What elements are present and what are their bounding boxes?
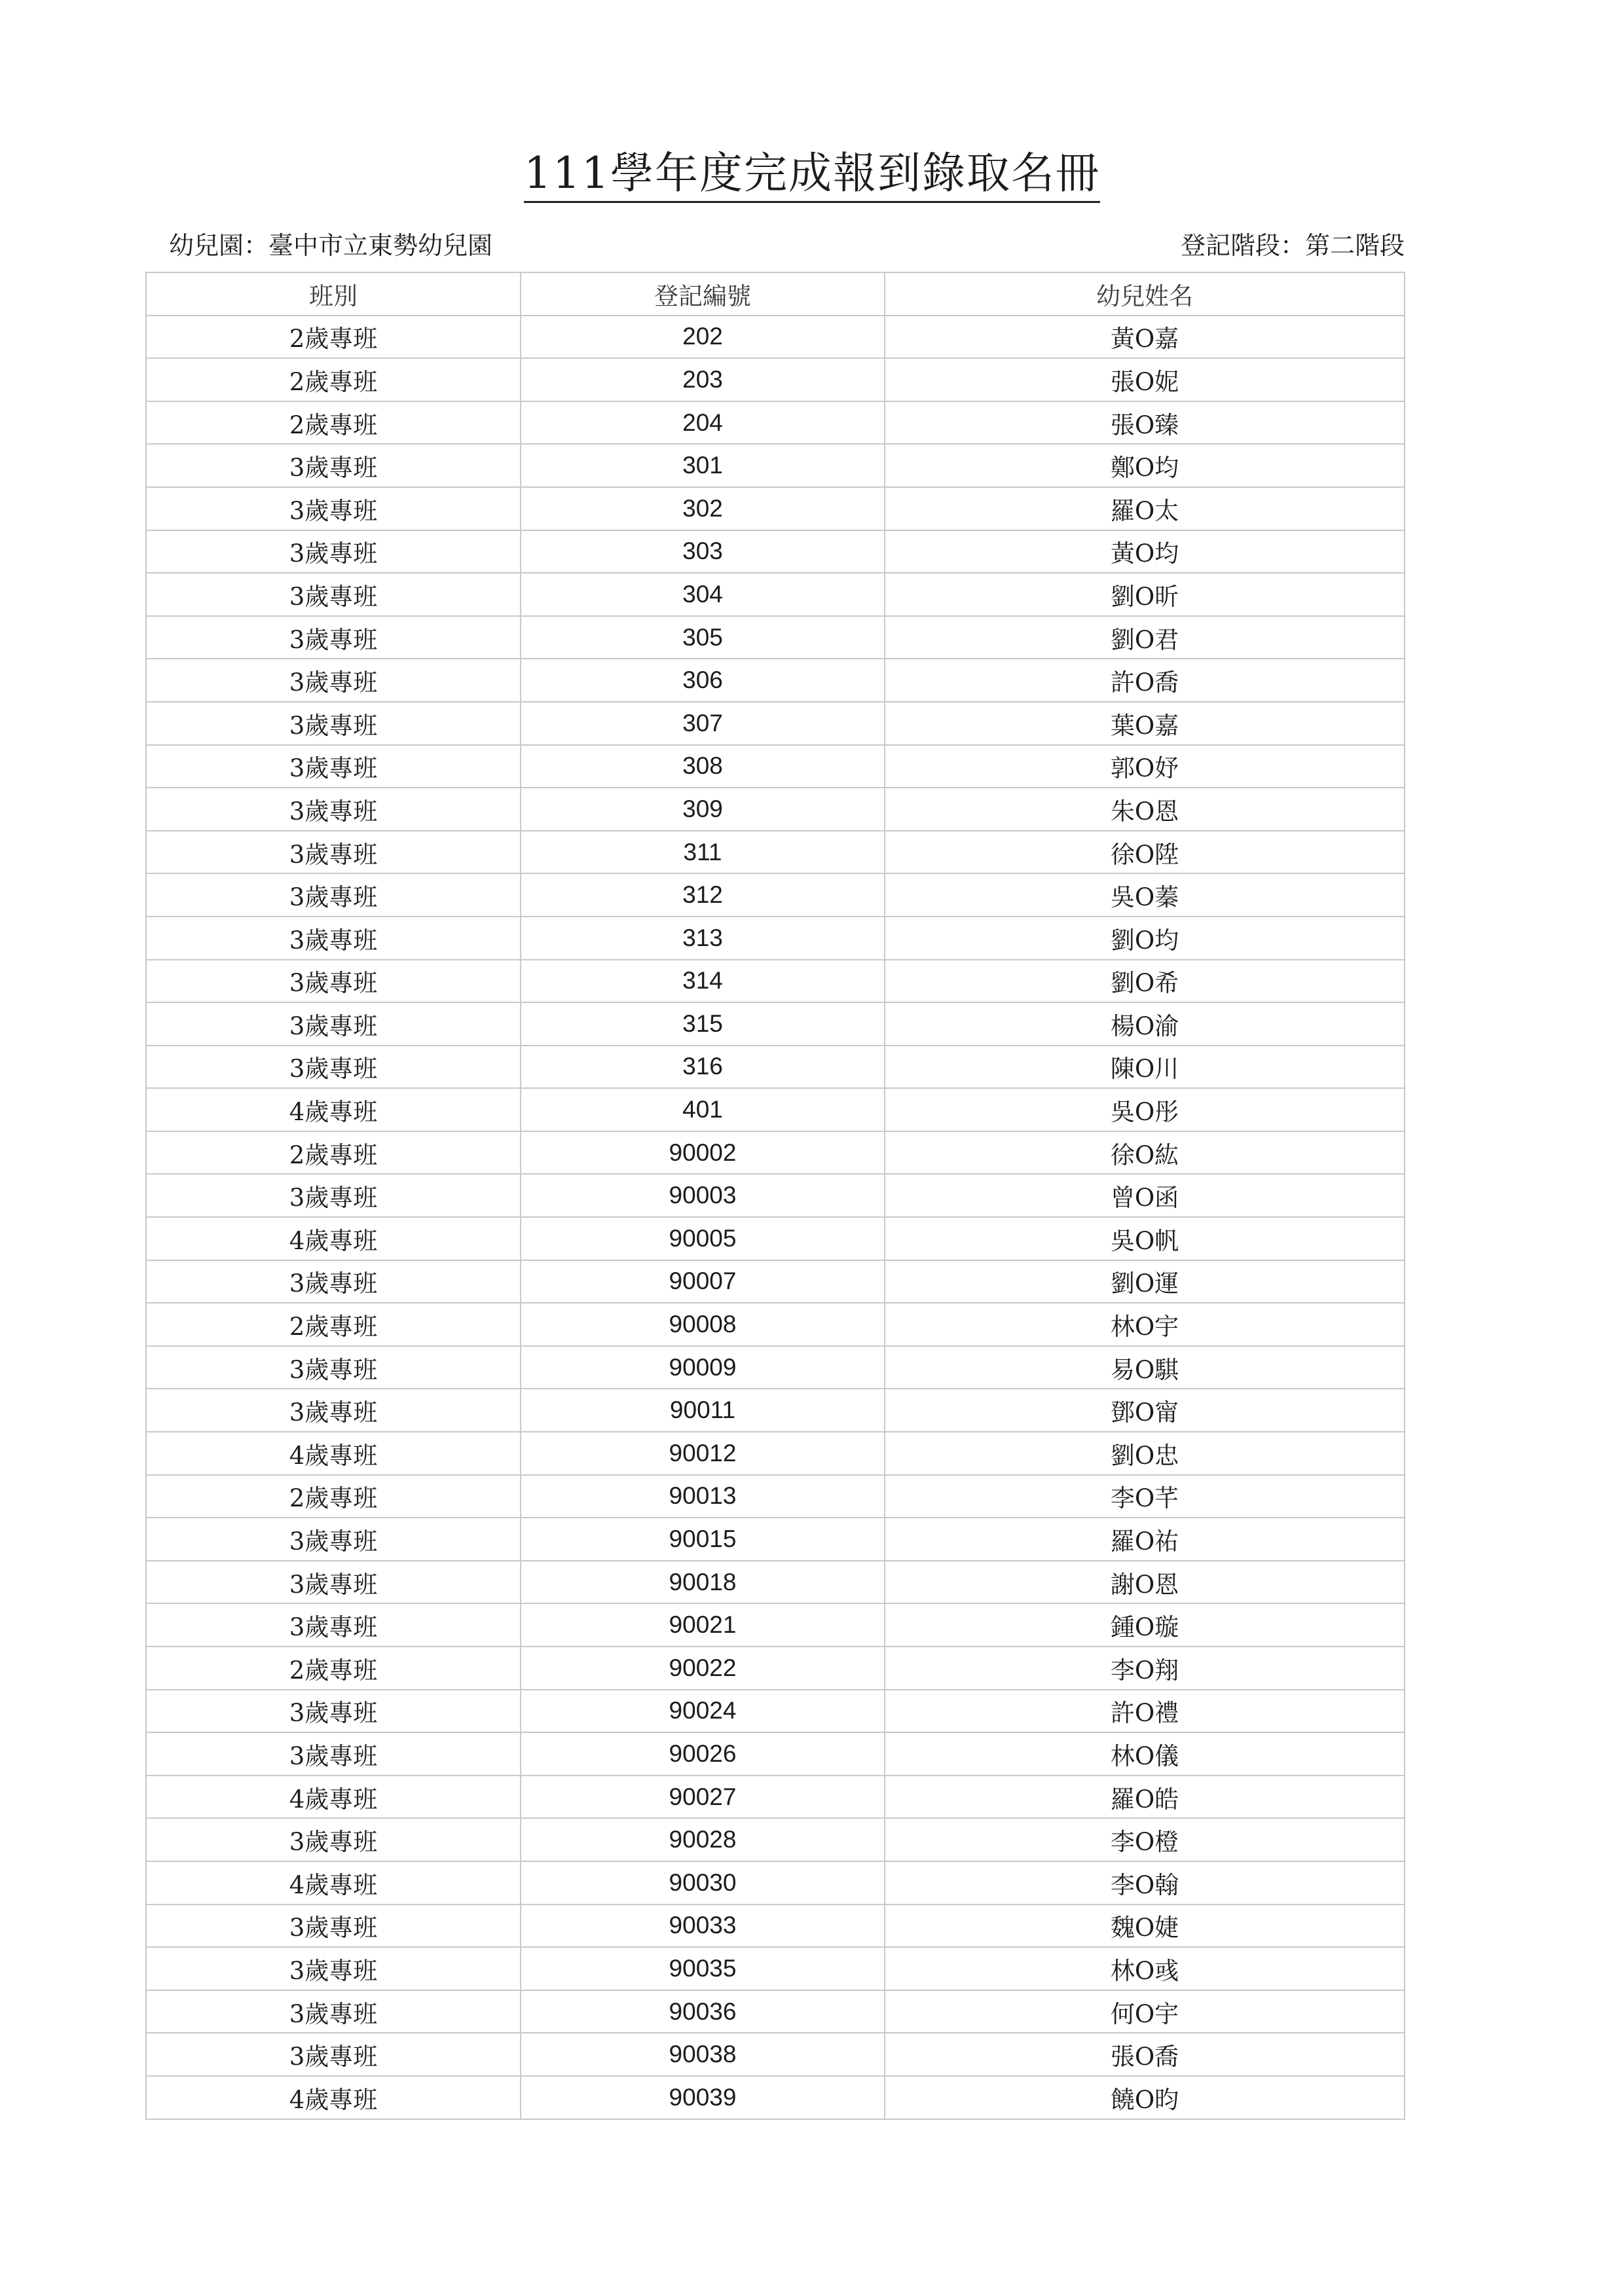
table-row — [146, 530, 1405, 574]
cell-child-name: 劉O運 — [885, 1260, 1405, 1303]
cell-child-name: 林O宇 — [885, 1303, 1405, 1346]
cell-registration-number: 90009 — [521, 1346, 885, 1389]
cell-registration-number: 302 — [521, 487, 885, 530]
cell-class: 3歲專班 — [146, 1260, 521, 1303]
cell-registration-number: 316 — [521, 1046, 885, 1089]
cell-class: 3歲專班 — [146, 1990, 521, 2033]
cell-class: 3歲專班 — [146, 1046, 521, 1089]
table-row — [146, 788, 1405, 831]
table-row — [146, 1990, 1405, 2033]
table-row — [146, 444, 1405, 487]
cell-class: 3歲專班 — [146, 788, 521, 831]
cell-child-name: 鍾O璇 — [885, 1603, 1405, 1647]
table-header — [146, 272, 1405, 316]
cell-child-name: 朱O恩 — [885, 788, 1405, 831]
cell-registration-number: 90002 — [521, 1131, 885, 1175]
table-row — [146, 1904, 1405, 1948]
cell-child-name: 劉O君 — [885, 616, 1405, 659]
cell-child-name: 羅O皓 — [885, 1776, 1405, 1819]
cell-child-name: 許O喬 — [885, 659, 1405, 702]
cell-child-name: 劉O忠 — [885, 1432, 1405, 1475]
cell-class: 3歲專班 — [146, 1732, 521, 1776]
table-row — [146, 659, 1405, 702]
cell-child-name: 林O彧 — [885, 1947, 1405, 1990]
table-row — [146, 960, 1405, 1003]
cell-child-name: 吳O蓁 — [885, 873, 1405, 917]
cell-registration-number: 90012 — [521, 1432, 885, 1475]
cell-child-name: 羅O太 — [885, 487, 1405, 530]
document-title-text: 111學年度完成報到錄取名冊 — [524, 148, 1100, 203]
table-row — [146, 745, 1405, 788]
cell-registration-number: 90028 — [521, 1818, 885, 1861]
table-row — [146, 1947, 1405, 1990]
cell-registration-number: 303 — [521, 530, 885, 574]
kindergarten-label: 幼兒園：臺中市立東勢幼兒園 — [169, 231, 493, 260]
cell-class: 2歲專班 — [146, 316, 521, 359]
table-row — [146, 1002, 1405, 1046]
cell-child-name: 黃O嘉 — [885, 316, 1405, 359]
cell-registration-number: 90039 — [521, 2076, 885, 2119]
cell-class: 3歲專班 — [146, 960, 521, 1003]
cell-child-name: 徐O紘 — [885, 1131, 1405, 1175]
table-row — [146, 1303, 1405, 1346]
table-row — [146, 1088, 1405, 1131]
table-row — [146, 1475, 1405, 1518]
cell-class: 3歲專班 — [146, 659, 521, 702]
cell-class: 3歲專班 — [146, 745, 521, 788]
table-row — [146, 2076, 1405, 2119]
header-child-name: 幼兒姓名 — [885, 272, 1405, 316]
cell-registration-number: 90003 — [521, 1174, 885, 1217]
cell-class: 3歲專班 — [146, 1002, 521, 1046]
cell-registration-number: 90015 — [521, 1518, 885, 1561]
cell-registration-number: 314 — [521, 960, 885, 1003]
cell-class: 3歲專班 — [146, 1603, 521, 1647]
cell-class: 2歲專班 — [146, 358, 521, 401]
cell-registration-number: 204 — [521, 401, 885, 445]
cell-registration-number: 90011 — [521, 1389, 885, 1432]
cell-registration-number: 307 — [521, 702, 885, 745]
cell-child-name: 饒O昀 — [885, 2076, 1405, 2119]
table-row — [146, 1046, 1405, 1089]
header-class: 班別 — [146, 272, 521, 316]
table-row — [146, 1389, 1405, 1432]
cell-child-name: 劉O均 — [885, 917, 1405, 960]
cell-child-name: 楊O渝 — [885, 1002, 1405, 1046]
cell-child-name: 羅O祐 — [885, 1518, 1405, 1561]
table-row — [146, 1217, 1405, 1260]
cell-class: 3歲專班 — [146, 1904, 521, 1948]
cell-child-name: 魏O婕 — [885, 1904, 1405, 1948]
cell-child-name: 張O喬 — [885, 2033, 1405, 2076]
table-row — [146, 702, 1405, 745]
cell-class: 3歲專班 — [146, 444, 521, 487]
table-row — [146, 616, 1405, 659]
cell-child-name: 陳O川 — [885, 1046, 1405, 1089]
table-row — [146, 831, 1405, 874]
table-row — [146, 917, 1405, 960]
table-row — [146, 1603, 1405, 1647]
cell-class: 3歲專班 — [146, 1561, 521, 1604]
cell-registration-number: 306 — [521, 659, 885, 702]
cell-class: 3歲專班 — [146, 1690, 521, 1733]
cell-registration-number: 309 — [521, 788, 885, 831]
cell-registration-number: 315 — [521, 1002, 885, 1046]
cell-child-name: 黃O均 — [885, 530, 1405, 574]
cell-class: 3歲專班 — [146, 2033, 521, 2076]
table-row — [146, 1818, 1405, 1861]
cell-class: 3歲專班 — [146, 1518, 521, 1561]
table-row — [146, 1346, 1405, 1389]
document-title — [0, 144, 1624, 203]
registration-stage-label: 登記階段：第二階段 — [1180, 231, 1405, 260]
cell-registration-number: 90007 — [521, 1260, 885, 1303]
cell-class: 3歲專班 — [146, 616, 521, 659]
table-header-row — [146, 272, 1405, 316]
table-row — [146, 1260, 1405, 1303]
cell-child-name: 郭O妤 — [885, 745, 1405, 788]
cell-class: 4歲專班 — [146, 1861, 521, 1904]
cell-class: 2歲專班 — [146, 1647, 521, 1690]
cell-class: 3歲專班 — [146, 831, 521, 874]
cell-class: 3歲專班 — [146, 1389, 521, 1432]
cell-class: 3歲專班 — [146, 917, 521, 960]
cell-class: 4歲專班 — [146, 1088, 521, 1131]
cell-registration-number: 90033 — [521, 1904, 885, 1948]
cell-child-name: 吳O彤 — [885, 1088, 1405, 1131]
cell-child-name: 李O橙 — [885, 1818, 1405, 1861]
cell-child-name: 李O芊 — [885, 1475, 1405, 1518]
cell-class: 4歲專班 — [146, 2076, 521, 2119]
cell-registration-number: 90027 — [521, 1776, 885, 1819]
cell-registration-number: 90005 — [521, 1217, 885, 1260]
table-row — [146, 487, 1405, 530]
cell-registration-number: 90013 — [521, 1475, 885, 1518]
cell-child-name: 曾O函 — [885, 1174, 1405, 1217]
cell-child-name: 何O宇 — [885, 1990, 1405, 2033]
cell-child-name: 李O翔 — [885, 1647, 1405, 1690]
cell-child-name: 劉O昕 — [885, 573, 1405, 616]
table-row — [146, 1776, 1405, 1819]
cell-registration-number: 308 — [521, 745, 885, 788]
cell-registration-number: 312 — [521, 873, 885, 917]
cell-registration-number: 90024 — [521, 1690, 885, 1733]
cell-class: 3歲專班 — [146, 573, 521, 616]
cell-registration-number: 90036 — [521, 1990, 885, 2033]
cell-registration-number: 202 — [521, 316, 885, 359]
cell-registration-number: 90038 — [521, 2033, 885, 2076]
cell-child-name: 吳O帆 — [885, 1217, 1405, 1260]
cell-child-name: 林O儀 — [885, 1732, 1405, 1776]
cell-child-name: 許O禮 — [885, 1690, 1405, 1733]
cell-registration-number: 90022 — [521, 1647, 885, 1690]
table-row — [146, 358, 1405, 401]
cell-class: 4歲專班 — [146, 1776, 521, 1819]
cell-registration-number: 90008 — [521, 1303, 885, 1346]
header-registration-number: 登記編號 — [521, 272, 885, 316]
cell-registration-number: 311 — [521, 831, 885, 874]
table-row — [146, 1647, 1405, 1690]
table-row — [146, 1432, 1405, 1475]
enrollment-table — [145, 272, 1405, 2120]
cell-registration-number: 90035 — [521, 1947, 885, 1990]
cell-child-name: 鄭O均 — [885, 444, 1405, 487]
table-row — [146, 1732, 1405, 1776]
table-row — [146, 2033, 1405, 2076]
table-row — [146, 316, 1405, 359]
cell-class: 3歲專班 — [146, 1174, 521, 1217]
cell-child-name: 徐O陞 — [885, 831, 1405, 874]
cell-class: 3歲專班 — [146, 1818, 521, 1861]
cell-child-name: 李O翰 — [885, 1861, 1405, 1904]
cell-registration-number: 90021 — [521, 1603, 885, 1647]
cell-class: 2歲專班 — [146, 401, 521, 445]
table-row — [146, 401, 1405, 445]
table-row — [146, 1861, 1405, 1904]
table-row — [146, 873, 1405, 917]
cell-registration-number: 313 — [521, 917, 885, 960]
cell-registration-number: 301 — [521, 444, 885, 487]
cell-class: 2歲專班 — [146, 1131, 521, 1175]
cell-class: 3歲專班 — [146, 487, 521, 530]
cell-class: 2歲專班 — [146, 1475, 521, 1518]
table-row — [146, 1690, 1405, 1733]
table-row — [146, 1561, 1405, 1604]
table-row — [146, 1518, 1405, 1561]
cell-registration-number: 90030 — [521, 1861, 885, 1904]
cell-class: 3歲專班 — [146, 530, 521, 574]
cell-registration-number: 305 — [521, 616, 885, 659]
cell-class: 3歲專班 — [146, 873, 521, 917]
cell-class: 3歲專班 — [146, 1346, 521, 1389]
cell-registration-number: 304 — [521, 573, 885, 616]
cell-child-name: 易O騏 — [885, 1346, 1405, 1389]
cell-class: 3歲專班 — [146, 1947, 521, 1990]
cell-child-name: 鄧O甯 — [885, 1389, 1405, 1432]
table-body — [146, 316, 1405, 2119]
cell-child-name: 張O臻 — [885, 401, 1405, 445]
table-row — [146, 1131, 1405, 1175]
cell-child-name: 張O妮 — [885, 358, 1405, 401]
cell-class: 4歲專班 — [146, 1217, 521, 1260]
cell-registration-number: 203 — [521, 358, 885, 401]
cell-class: 2歲專班 — [146, 1303, 521, 1346]
cell-class: 4歲專班 — [146, 1432, 521, 1475]
cell-child-name: 劉O希 — [885, 960, 1405, 1003]
table-row — [146, 1174, 1405, 1217]
cell-class: 3歲專班 — [146, 702, 521, 745]
cell-child-name: 葉O嘉 — [885, 702, 1405, 745]
cell-registration-number: 90026 — [521, 1732, 885, 1776]
cell-registration-number: 401 — [521, 1088, 885, 1131]
table-row — [146, 573, 1405, 616]
cell-registration-number: 90018 — [521, 1561, 885, 1604]
cell-child-name: 謝O恩 — [885, 1561, 1405, 1604]
